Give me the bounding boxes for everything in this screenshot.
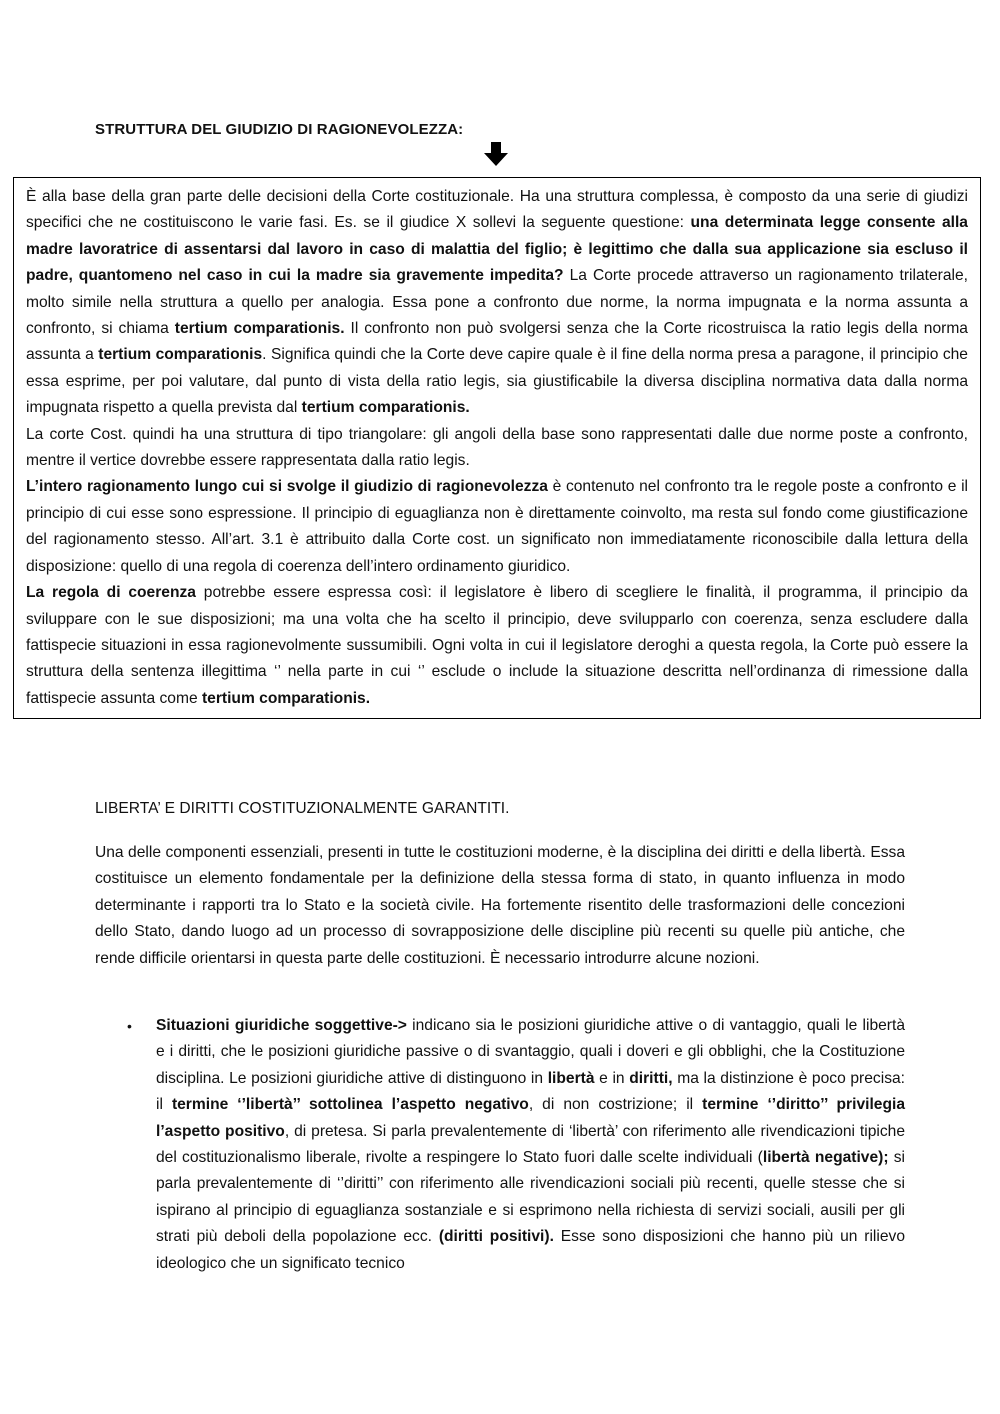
bullet-list: [95, 1013, 905, 1277]
list-item: [95, 1013, 905, 1277]
intro-paragraph: Una delle componenti essenziali, presenti in tutte le costituzioni moderne, è la disciplina dei diritti e della libertà. Essa costituisce un elemento fondamentale per la definizione della stessa forma di stato, in quanto influenza in modo determinante i rapporti tra lo Stato e la società civile. Ha fortemente risentito delle trasformazioni delle concezioni dello Stato, dando luogo ad un processo di sovrapposizione delle discipline più recenti su quelle più antiche, che rende difficile orientarsi in questa parte delle costituzioni. È necessario introdurre alcune nozioni.: [95, 844, 905, 967]
box-paragraph-1: È alla base della gran parte delle decisioni della Corte costituzionale. Ha una struttura complessa, è composto da una serie di giudizi specifici che ne costituiscono le varie fasi. Es. se il giudice X sollevi la seguente questione: una determinata legge consente alla madre lavoratrice di assentarsi dal lavoro in caso di malattia del figlio; è legittimo che dalla sua applicazione sia escluso il padre, quantomeno nel caso in cui la madre sia gravemente impedita? La Corte procede attraverso un ragionamento trilaterale, molto simile nella struttura a quello per analogia. Essa pone a confronto due norme, la norma impugnata e la norma assunta a confronto, si chiama tertium comparationis. Il confronto non può svolgersi senza che la Corte ricostruisca la ratio legis della norma assunta a tertium comparationis. Significa quindi che la Corte deve capire quale è il fine della norma presa a paragone, il principio che essa esprime, per poi valutare, dal punto di vista della ratio legis, sia giustificabile la diversa disciplina normativa data dalla norma impugnata rispetto a quella prevista dal tertium comparationis.: [26, 188, 968, 417]
bullet-marker: •: [127, 1018, 132, 1034]
definition-box: [13, 177, 981, 719]
bullet-text: Situazioni giuridiche soggettive-> indicano sia le posizioni giuridiche attive o di vantaggio, quali le libertà e i diritti, che le posizioni giuridiche passive o di svantaggio, quali i doveri e gli obblighi, che la Costituzione disciplina. Le posizioni giuridiche attive di distinguono in libertà e in diritti, ma la distinzione è poco precisa: il termine ‘’libertà’’ sottolinea l’aspetto negativo, di non costrizione; il termine ‘’diritto’’ privilegia l’aspetto positivo, di pretesa. Si parla prevalentemente di ‘libertà’ con riferimento alle rivendicazioni tipiche del costituzionalismo liberale, rivolte a respingere lo Stato fuori dalle scelte individuali (libertà negative); si parla prevalentemente di ‘’diritti’’ con riferimento alle rivendicazioni sociali più recenti, quelle stesse che si ispirano al principio di eguaglianza sostanziale e si esprimono nella richiesta di servizi sociali, ausili per gli strati più deboli della popolazione ecc. (diritti positivi). Esse sono disposizioni che hanno più un rilievo ideologico che un significato tecnico: [156, 1017, 906, 1272]
section-title: LIBERTA’ E DIRITTI COSTITUZIONALMENTE GARANTITI.: [95, 800, 510, 817]
page-heading: STRUTTURA DEL GIUDIZIO DI RAGIONEVOLEZZA:: [95, 121, 464, 138]
box-paragraph-3: L’intero ragionamento lungo cui si svolge il giudizio di ragionevolezza è contenuto nel confronto tra le regole poste a confronto e il principio di cui esse sono espressione. Il principio di eguaglianza non è direttamente coinvolto, ma resta sul fondo come giustificazione del ragionamento stesso. All’art. 3.1 è attribuito dalla Corte cost. un significato non immediatamente riconoscibile dalla lettura della disposizione: quello di una regola di coerenza dell’intero ordinamento giuridico.: [26, 478, 968, 575]
box-paragraph-2: La corte Cost. quindi ha una struttura di tipo triangolare: gli angoli della base sono rappresentati dalle due norme poste a confronto, mentre il vertice dovrebbe essere rappresentata dalla ratio legis.: [26, 425, 968, 470]
down-arrow-icon: [482, 140, 510, 168]
box-paragraph-4: La regola di coerenza potrebbe essere espressa così: il legislatore è libero di scegliere le finalità, il programma, il principio da sviluppare con le sue disposizioni; ma una volta che ha scelto il principio, deve svilupparlo con coerenza, senza escludere dalla fattispecie situazioni in essa ragionevolmente sussumibili. Ogni volta in cui il legislatore deroghi a questa regola, la Corte può essere la struttura della sentenza illegittima ‘’ nella parte in cui ‘’ esclude o include la situazione descritta nell’ordinanza di rimessione dalla fattispecie assunta come tertium comparationis.: [26, 584, 968, 707]
